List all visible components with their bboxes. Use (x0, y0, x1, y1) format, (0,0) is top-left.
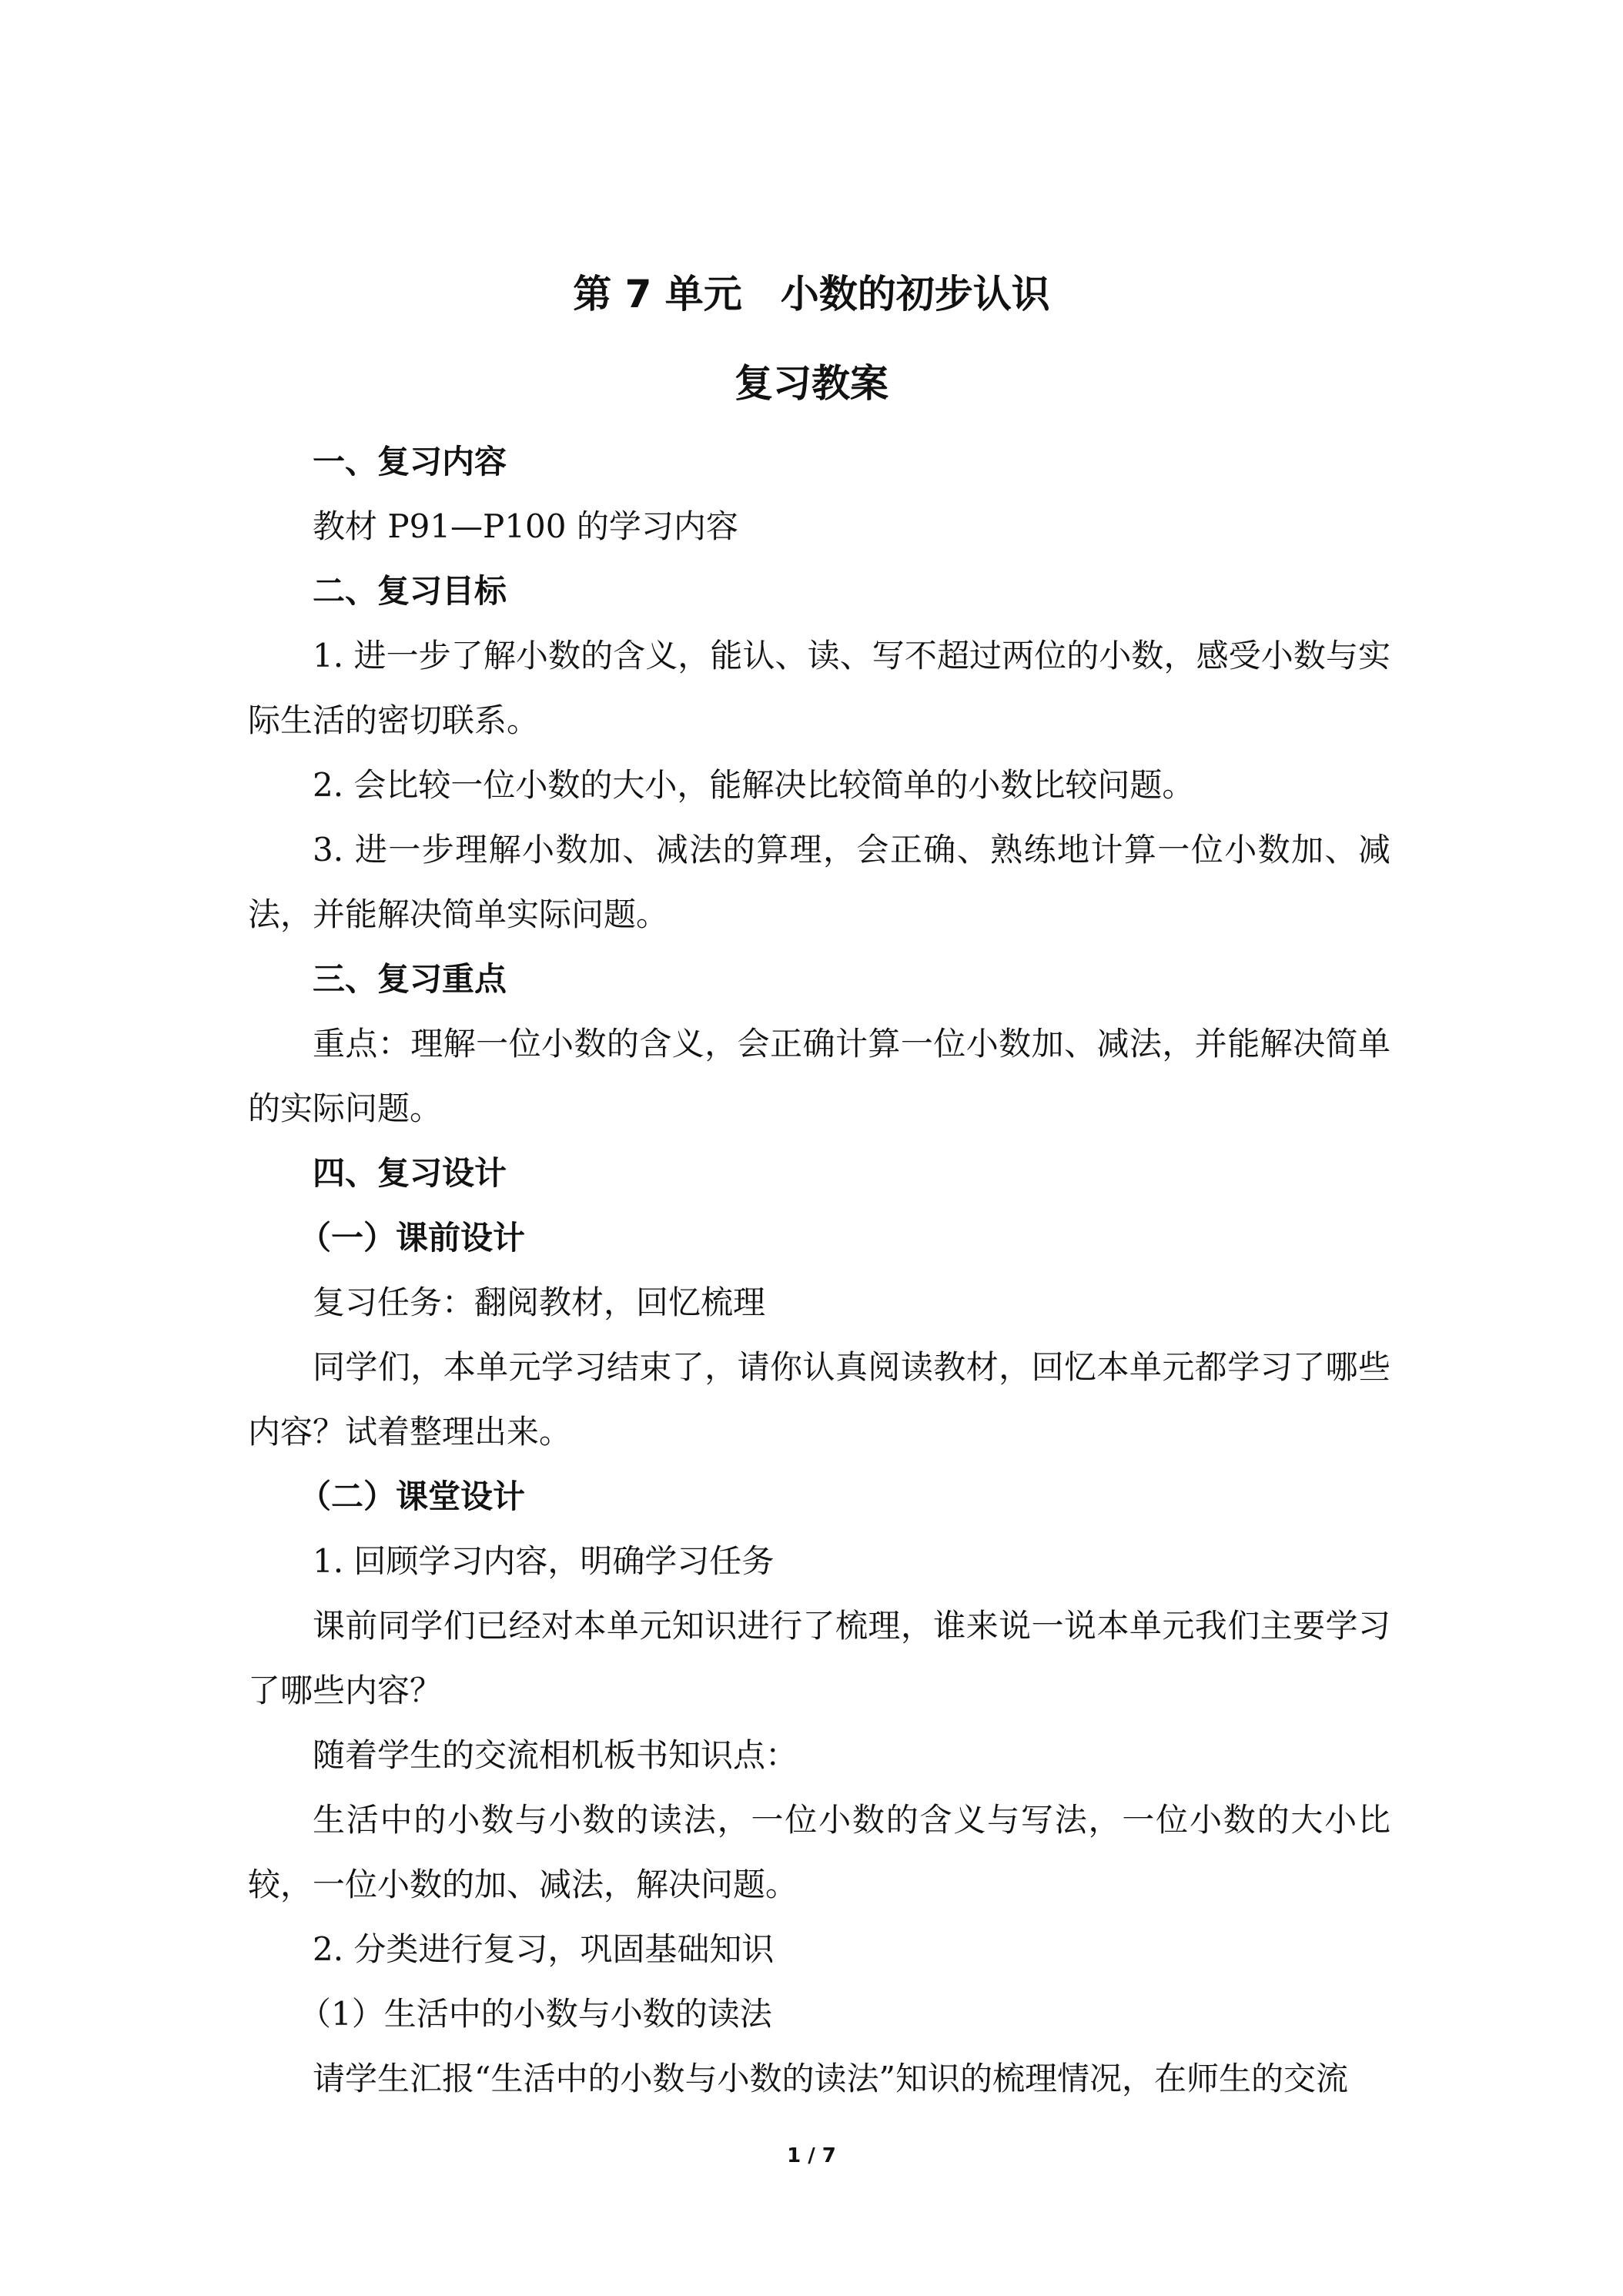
body-paragraph: 1. 回顾学习内容，明确学习任务 (313, 1542, 775, 1580)
body-paragraph: 3. 进一步理解小数加、减法的算理，会正确、熟练地计算一位小数加、减法，并能解决简单实际问题。 (248, 831, 1390, 933)
body-paragraph: 同学们，本单元学习结束了，请你认真阅读教材，回忆本单元都学习了哪些内容？试着整理出来。 (248, 1348, 1390, 1451)
body-paragraph: 2. 分类进行复习，巩固基础知识 (313, 1930, 775, 1968)
body-paragraph: 1. 进一步了解小数的含义，能认、读、写不超过两位的小数，感受小数与实际生活的密切联系。 (248, 637, 1390, 739)
document-title: 第 7 单元 小数的初步认识 (573, 272, 1050, 316)
document-subtitle: 复习教案 (735, 361, 888, 406)
section-heading: 二、复习目标 (313, 572, 507, 610)
document-body (248, 430, 1390, 2111)
section-heading: 四、复习设计 (313, 1154, 507, 1192)
body-paragraph: 请学生汇报“生活中的小数与小数的读法”知识的梳理情况，在师生的交流 (313, 2060, 1348, 2097)
body-paragraph: 生活中的小数与小数的读法，一位小数的含义与写法，一位小数的大小比较，一位小数的加、减法，解决问题。 (248, 1801, 1390, 1903)
subsection-heading: （一）课前设计 (299, 1219, 526, 1257)
body-paragraph: 复习任务：翻阅教材，回忆梳理 (313, 1284, 766, 1321)
body-paragraph: 重点：理解一位小数的含义，会正确计算一位小数加、减法，并能解决简单的实际问题。 (248, 1025, 1390, 1127)
body-subitem: （1）生活中的小数与小数的读法 (299, 1995, 772, 2033)
body-paragraph: 2. 会比较一位小数的大小，能解决比较简单的小数比较问题。 (313, 766, 1195, 804)
body-paragraph: 随着学生的交流相机板书知识点： (313, 1736, 798, 1774)
section-heading: 一、复习内容 (313, 443, 507, 480)
page-indicator: 1 / 7 (787, 2144, 836, 2167)
body-paragraph: 课前同学们已经对本单元知识进行了梳理，谁来说一说本单元我们主要学习了哪些内容？ (248, 1607, 1390, 1709)
body-paragraph: 教材 P91—P100 的学习内容 (313, 507, 738, 545)
section-heading: 三、复习重点 (313, 960, 507, 998)
subsection-heading: （二）课堂设计 (299, 1478, 526, 1515)
